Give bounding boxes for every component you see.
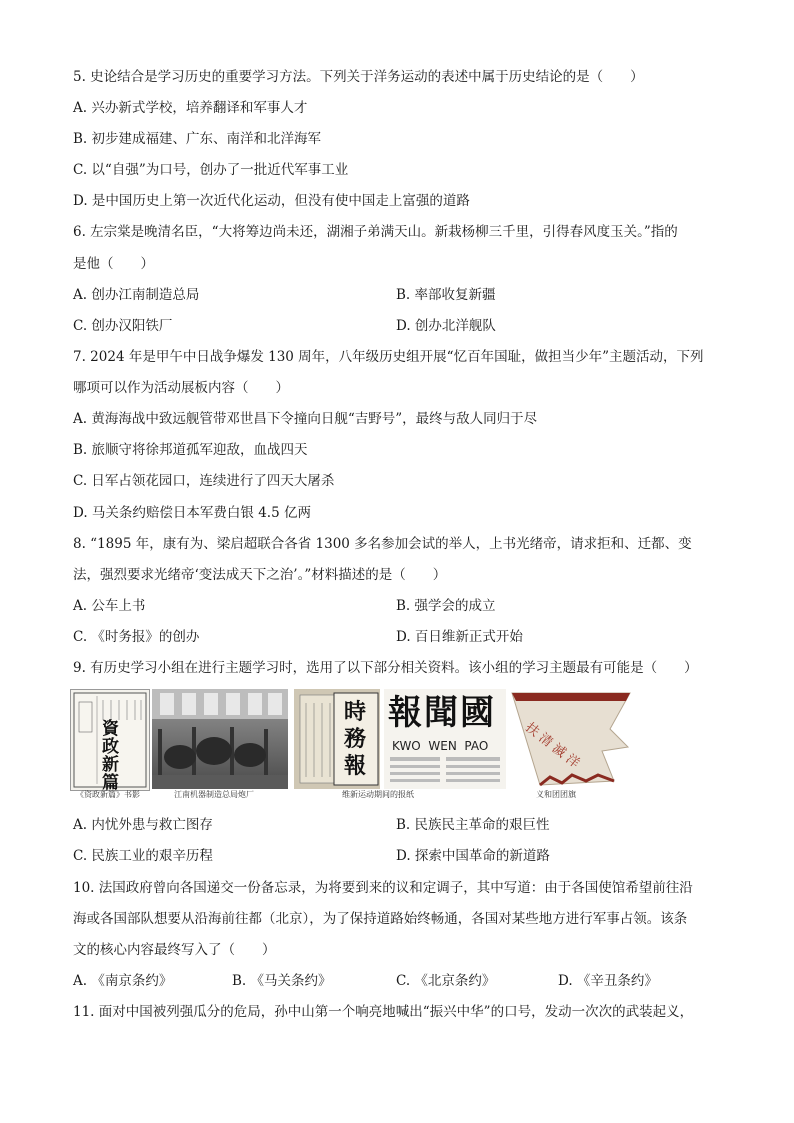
q5-option-c: C. 以“自强”为口号，创办了一批近代军事工业 [73, 162, 349, 178]
q6-stem-line1: 6. 左宗棠是晚清名臣，“大将筹边尚未还，湖湘子弟满天山。新栽杨柳三千里，引得春风度玉关。”指的 [73, 224, 678, 240]
q7-option-b: B. 旅顺守将徐邦道孤军迎敌，血战四天 [73, 442, 308, 458]
q6-stem-line2: 是他（ ） [73, 256, 154, 272]
caption-boxer-flag: 义和团团旗 [536, 790, 576, 799]
boxer-flag-slogan: 扶清滅洋 [522, 720, 586, 774]
q8-stem-line2: 法，强烈要求光绪帝‘变法成天下之治’。”材料描述的是（ ） [73, 567, 447, 583]
guowen-bao-chars: 報聞國 [388, 693, 496, 733]
q5-stem: 5. 史论结合是学习历史的重要学习方法。下列关于洋务运动的表述中属于历史结论的是（ ） [73, 69, 644, 85]
q6-option-a: A. 创办江南制造总局 [73, 287, 200, 303]
q10-stem-line1: 10. 法国政府曾向各国递交一份备忘录，为将要到来的议和定调子，其中写道：由于各国使馆希望前往沿 [73, 880, 693, 896]
q10-option-c: C. 《北京条约》 [396, 973, 496, 989]
q9-stem: 9. 有历史学习小组在进行主题学习时，选用了以下部分相关资料。该小组的学习主题最有可能是（ ） [73, 660, 698, 676]
boxer-flag-image [510, 689, 632, 789]
q8-option-d: D. 百日维新正式开始 [396, 629, 523, 645]
q7-stem-line2: 哪项可以作为活动展板内容（ ） [73, 380, 289, 396]
q10-option-b: B. 《马关条约》 [232, 973, 332, 989]
jiangnan-arsenal-factory-image [152, 689, 288, 789]
q10-stem-line3: 文的核心内容最终写入了（ ） [73, 942, 276, 958]
caption-jiangnan-arsenal: 江南机器制造总局炮厂 [174, 790, 254, 799]
guowen-bao-latin: KWO WEN PAO [392, 739, 489, 753]
q9-option-b: B. 民族民主革命的艰巨性 [396, 817, 550, 833]
zizheng-xinpian-book-image [70, 689, 150, 791]
q7-option-d: D. 马关条约赔偿日本军费白银 4.5 亿两 [73, 505, 311, 521]
shiwu-bao-title: 時務報 [344, 699, 367, 779]
q10-option-d: D. 《辛丑条约》 [558, 973, 658, 989]
guowen-bao-newspaper-image [384, 689, 506, 789]
q7-option-a: A. 黄海海战中致远舰管带邓世昌下令撞向日舰“吉野号”，最终与敌人同归于尽 [73, 411, 538, 427]
q9-option-a: A. 内忧外患与救亡图存 [73, 817, 213, 833]
caption-reform-newspapers: 维新运动期间的报纸 [342, 790, 414, 799]
q5-option-d: D. 是中国历史上第一次近代化运动，但没有使中国走上富强的道路 [73, 193, 470, 209]
q7-option-c: C. 日军占领花园口，连续进行了四天大屠杀 [73, 473, 335, 489]
q8-option-a: A. 公车上书 [73, 598, 146, 614]
q8-option-b: B. 强学会的成立 [396, 598, 496, 614]
q8-option-c: C. 《时务报》的创办 [73, 629, 200, 645]
q6-option-d: D. 创办北洋舰队 [396, 318, 496, 334]
q9-option-d: D. 探索中国革命的新道路 [396, 848, 550, 864]
q10-option-a: A. 《南京条约》 [73, 973, 173, 989]
caption-zizheng-xinpian: 《资政新篇》书影 [76, 790, 140, 799]
q9-option-c: C. 民族工业的艰辛历程 [73, 848, 213, 864]
q7-stem-line1: 7. 2024 年是甲午中日战争爆发 130 周年，八年级历史组开展“忆百年国耻，做担当少年”主题活动，下列 [73, 349, 704, 365]
q5-option-b: B. 初步建成福建、广东、南洋和北洋海军 [73, 131, 322, 147]
q6-option-c: C. 创办汉阳铁厂 [73, 318, 173, 334]
q6-option-b: B. 率部收复新疆 [396, 287, 496, 303]
zizheng-xinpian-title: 資政新篇 [102, 719, 119, 791]
q5-option-a: A. 兴办新式学校，培养翻译和军事人才 [73, 100, 308, 116]
q11-stem-line1: 11. 面对中国被列强瓜分的危局，孙中山第一个响亮地喊出“振兴中华”的口号，发动一次次的武装起义， [73, 1004, 694, 1020]
q10-stem-line2: 海或各国部队想要从沿海前往都（北京），为了保持道路始终畅通，各国对某些地方进行军事占领。该条 [73, 911, 688, 927]
q8-stem-line1: 8. “1895 年，康有为、梁启超联合各省 1300 多名参加会试的举人，上书光绪帝，请求拒和、迁都、变 [73, 536, 692, 552]
q9-image-strip [70, 689, 660, 801]
shiwu-bao-newspaper-image [294, 689, 380, 789]
